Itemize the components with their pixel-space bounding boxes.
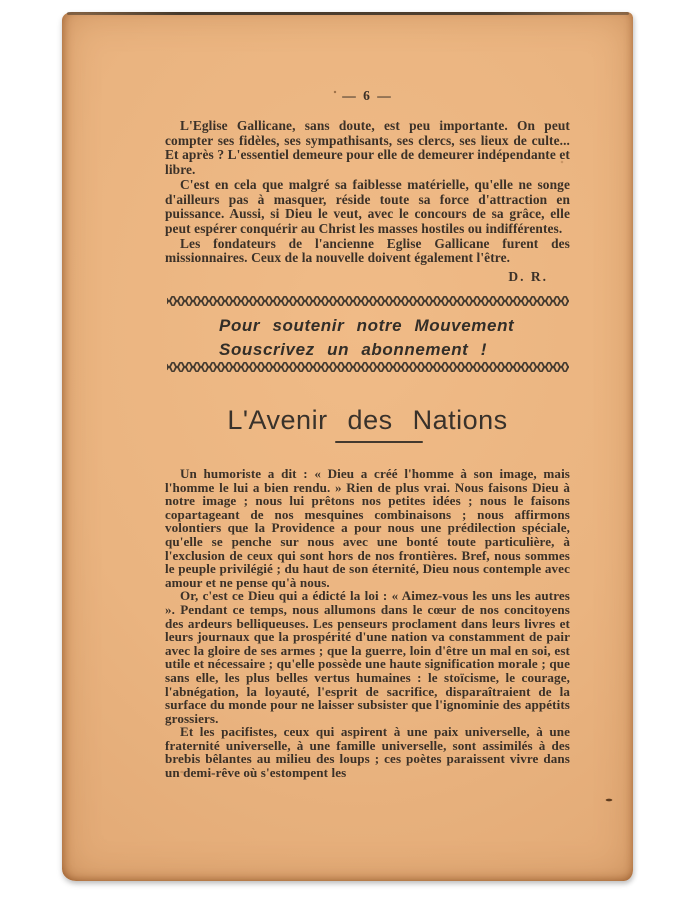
article-title: L'Avenir des Nations	[227, 405, 508, 435]
article-paragraph-2: Or, c'est ce Dieu qui a édicté la loi : « Aimez-vous les uns les autres ». Pendant ce temps, nous allumons dans le cœur de nos concitoyens des ardeurs belliqueuses. Les penseurs proclament dans leurs livres et leurs journaux que la prospérité d'une nation va constamment de pair avec la gloire de ses armes ; que la guerre, loin d'être un mal en soi, est utile et nécessaire ; qu'elle possède une haute signification morale ; que sans elle, les plus belles vertus humaines : le stoïcisme, le courage, l'abnégation, la loyauté, l'esprit de sacrifice, disparaîtraient de la surface du monde pour ne laisser subsister que l'ignominie des appétits grossiers.	[165, 588, 570, 726]
banner-line-2: Souscrivez un abonnement !	[219, 340, 488, 359]
title-underline	[335, 441, 423, 443]
signature: D. R.	[508, 269, 548, 285]
article-body	[165, 467, 570, 780]
paper-sheet	[62, 12, 633, 881]
article-paragraph-3: Et les pacifistes, ceux qui aspirent à une paix universelle, à une fraternité universelle, à une famille universelle, sont assimilés à des brebis bêlantes au milieu des loups ; ces poètes paraissent vivre dans un demi-rêve où s'estompent les	[165, 724, 570, 781]
intro-paragraph-3: Les fondateurs de l'ancienne Eglise Gallicane furent des missionnaires. Ceux de la nouvelle doivent également l'être.	[165, 235, 570, 266]
intro-paragraph-2: C'est en cela que malgré sa faiblesse matérielle, qu'elle ne songe d'ailleurs pas à masquer, réside toute sa force d'attraction en puissance. Aussi, si Dieu le veut, avec le concours de sa grâce, elle peut espérer conquérir au Christ les masses hostiles ou indifférentes.	[165, 176, 570, 236]
wavy-rule-top	[167, 296, 569, 306]
page-content	[165, 12, 570, 881]
wavy-rule-bottom	[167, 362, 569, 372]
subscription-banner	[165, 314, 570, 362]
banner-line-1: Pour soutenir notre Mouvement	[219, 316, 515, 335]
page-number: — 6 —	[342, 88, 393, 103]
article-paragraph-1: Un humoriste a dit : « Dieu a créé l'homme à son image, mais l'homme le lui a bien rendu. » Rien de plus vrai. Nous faisons Dieu à notre image ; nous lui prêtons nos petites idées ; nous le faisons copartageant de nos mesquines combinaisons ; nous affirmons volontiers que la Providence a pour nous une prédilection spéciale, qu'elle se penche sur nous avec une bonté toute particulière, à l'exclusion de ceux qui sont hors de nos frontières. Bref, nous sommes le peuple privilégié ; du haut de son éternité, Dieu nous contemple avec amour et ne pense qu'à nous.	[165, 466, 570, 590]
intro-paragraph-1: L'Eglise Gallicane, sans doute, est peu importante. On peut compter ses fidèles, ses sympathisants, ses clercs, ses lieux de culte... Et après ? L'essentiel demeure pour elle de demeurer indépendante et libre.	[165, 118, 570, 178]
intro-section	[165, 119, 570, 285]
